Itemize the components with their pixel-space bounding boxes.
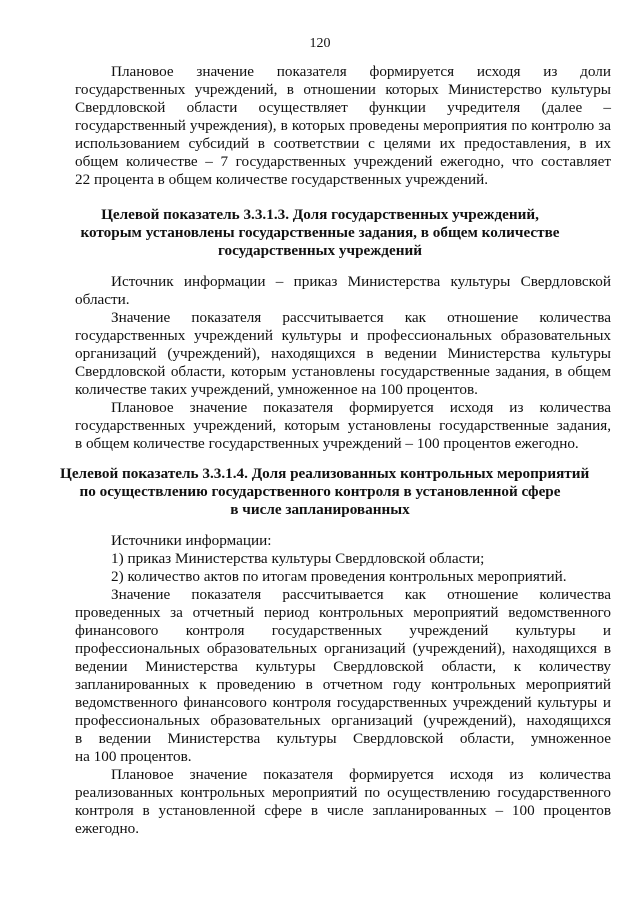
- paragraph-line: в общем количестве государственных учреждений – 100 процентов ежегодно.: [75, 435, 579, 452]
- list-item: 2) количество актов по итогам проведения контрольных мероприятий.: [111, 568, 567, 585]
- paragraph-line: Свердловской области, которым установлены государственные задания, в общем: [75, 363, 611, 380]
- section-heading: по осуществлению государственного контроля в установленной сфере: [79, 483, 561, 500]
- paragraph-line: на 100 процентов.: [75, 748, 192, 765]
- paragraph-line: 22 процента в общем количестве государственных учреждений.: [75, 171, 489, 188]
- section-heading: Целевой показатель 3.3.1.4. Доля реализованных контрольных мероприятий: [60, 465, 590, 482]
- paragraph-line: Плановое значение показателя формируется исходя из количества: [111, 399, 611, 416]
- paragraph-line: государственных учреждений, в отношении которых Министерство культуры: [75, 81, 611, 98]
- section-heading: государственных учреждений: [218, 242, 422, 259]
- paragraph-line: контроля в установленной сфере в числе запланированных – 100 процентов: [75, 802, 611, 819]
- paragraph-line: финансового контроля государственных учреждений культуры и: [75, 622, 611, 639]
- paragraph-line: Источник информации – приказ Министерства культуры Свердловской: [111, 273, 611, 290]
- paragraph-line: государственный учреждения), в которых проведены мероприятия по контролю за: [75, 117, 611, 134]
- paragraph-line: ведении Министерства культуры Свердловской области, к количеству: [75, 658, 611, 675]
- paragraph-line: количестве таких учреждений, умноженное на 100 процентов.: [75, 381, 478, 398]
- paragraph-line: государственных учреждений культуры и профессиональных образовательных: [75, 327, 611, 344]
- paragraph-line: области.: [75, 291, 130, 308]
- paragraph-line: организаций (учреждений), находящихся в ведении Министерства культуры: [75, 345, 611, 362]
- section-heading: в числе запланированных: [230, 501, 410, 518]
- paragraph-line: проведенных за отчетный период контрольных мероприятий ведомственного: [75, 604, 611, 621]
- paragraph-line: в ведении Министерства культуры Свердловской области, умноженное: [75, 730, 611, 747]
- paragraph-line: общем количестве – 7 государственных учреждений ежегодно, что составляет: [75, 153, 611, 170]
- paragraph-line: ведомственного финансового контроля государственных учреждений культуры и: [75, 694, 611, 711]
- section-heading: Целевой показатель 3.3.1.3. Доля государственных учреждений,: [101, 206, 539, 223]
- section-heading: которым установлены государственные задания, в общем количестве: [80, 224, 560, 241]
- paragraph-line: профессиональных образовательных организаций (учреждений), находящихся в: [75, 640, 611, 657]
- paragraph-line: Источники информации:: [111, 532, 272, 549]
- paragraph-line: Значение показателя рассчитывается как отношение количества: [111, 309, 611, 326]
- paragraph-line: профессиональных образовательных организаций (учреждений), находящихся: [75, 712, 611, 729]
- list-item: 1) приказ Министерства культуры Свердловской области;: [111, 550, 485, 567]
- paragraph-line: государственных учреждений, которым установлены государственные задания,: [75, 417, 611, 434]
- paragraph-line: реализованных контрольных мероприятий по осуществлению государственного: [75, 784, 611, 801]
- paragraph-line: ежегодно.: [75, 820, 140, 837]
- paragraph-line: Плановое значение показателя формируется исходя из доли: [111, 63, 611, 80]
- paragraph-line: использованием субсидий в соответствии с целями их предоставления, в их: [75, 135, 611, 152]
- paragraph-line: Свердловской области осуществляет функции учредителя (далее –: [75, 99, 611, 116]
- paragraph-line: Плановое значение показателя формируется исходя из количества: [111, 766, 611, 783]
- paragraph-line: Значение показателя рассчитывается как отношение количества: [111, 586, 611, 603]
- paragraph-line: запланированных к проведению в отчетном году контрольных мероприятий: [75, 676, 611, 693]
- page-number: 120: [309, 36, 331, 51]
